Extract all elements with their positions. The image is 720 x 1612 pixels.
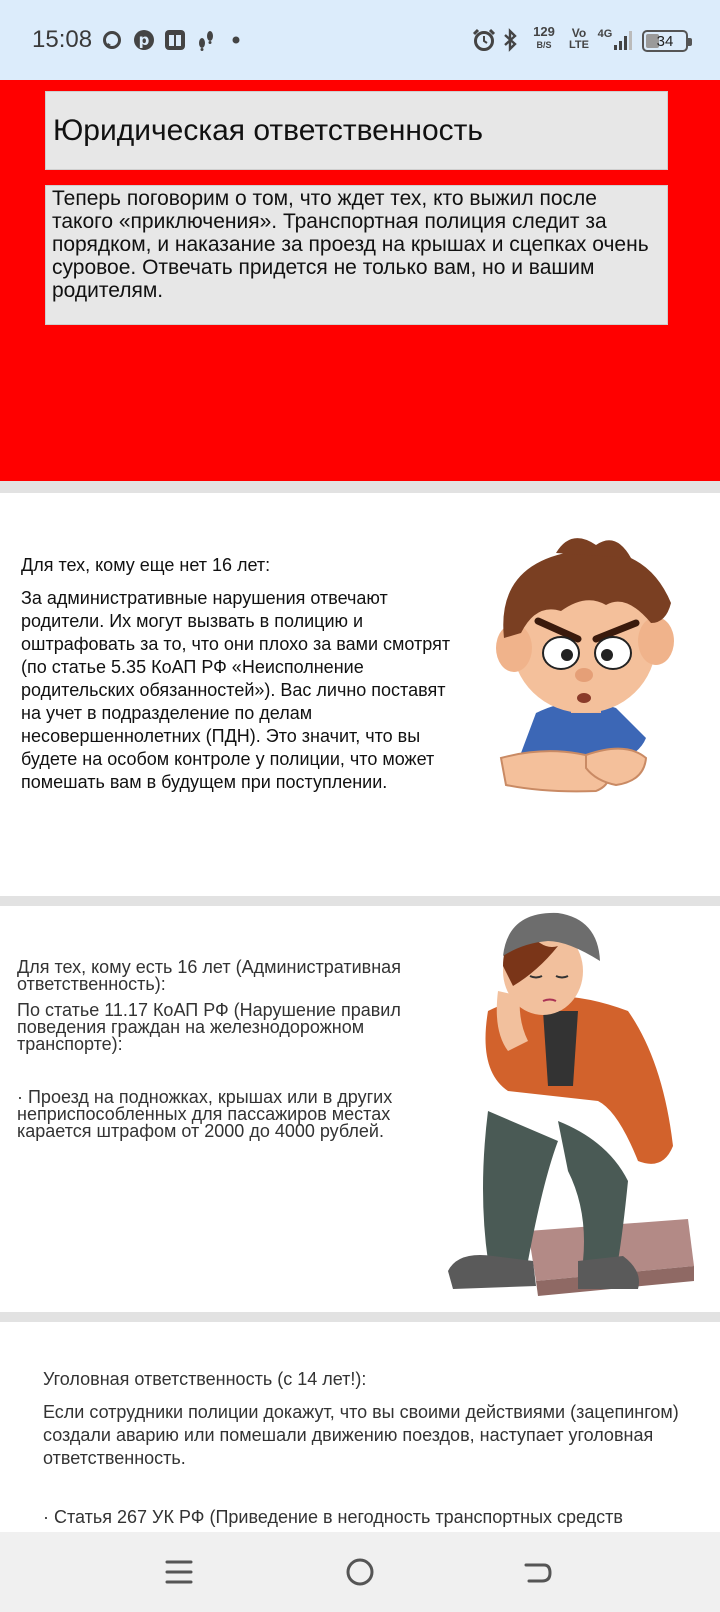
sad-teen-illustration	[448, 911, 712, 1311]
menu-icon[interactable]	[154, 1554, 204, 1590]
signal-icon	[613, 28, 633, 52]
angry-boy-illustration	[466, 523, 698, 813]
back-icon[interactable]	[514, 1554, 564, 1590]
pinterest-icon	[133, 28, 155, 52]
over-16-heading: Для тех, кому есть 16 лет (Административная ответственность):	[17, 957, 401, 994]
net-speed-unit: B/S	[536, 40, 552, 50]
footprints-icon	[196, 28, 216, 52]
volte-top: Vo	[571, 26, 587, 40]
chat-bubble-icon	[102, 28, 122, 52]
under-16-heading: Для тех, кому еще нет 16 лет:	[21, 555, 271, 575]
book-app-icon	[164, 28, 186, 52]
slide-16-plus	[0, 906, 720, 1312]
slide-criminal-responsibility	[0, 1322, 720, 1535]
dot-icon	[231, 28, 241, 52]
battery-icon	[642, 30, 688, 52]
article-267-bullet: · Статья 267 УК РФ (Приведение в негодность транспортных средств	[43, 1507, 623, 1527]
intro-box	[45, 185, 668, 325]
fine-bullet: · Проезд на подножках, крышах или в других неприспособленных для пассажиров местах карается штрафом от 2000 до 4000 рублей.	[17, 1087, 393, 1141]
under-16-body: За административные нарушения отвечают родители. Их могут вызвать в полицию и оштрафовать за то, что они плохо за вами смотрят (по статье 5.35 КоАП РФ «Неисполнение родительских обязанностей»). Вас лично поставят на учет в подразделение по делам несовершеннолетних (ПДН). Это значит, что вы будете на особом контроле у полиции, что может помешать вам в будущем при поступлении.	[21, 588, 451, 792]
volte-indicator	[566, 27, 592, 51]
bluetooth-icon	[501, 28, 519, 52]
network-type: 4G	[597, 28, 613, 40]
alarm-icon	[472, 28, 496, 52]
volte-bottom: LTE	[569, 39, 589, 51]
navigation-bar	[0, 1532, 720, 1612]
net-speed	[530, 26, 558, 51]
criminal-heading: Уголовная ответственность (с 14 лет!):	[43, 1369, 367, 1389]
law-11-17-text: По статье 11.17 КоАП РФ (Нарушение правил поведения граждан на железнодорожном транспорте):	[17, 1000, 401, 1054]
svg-text:p: p	[138, 31, 150, 49]
slide-title: Юридическая ответственность	[53, 114, 484, 147]
status-bar	[0, 0, 720, 80]
criminal-body: Если сотрудники полиции докажут, что вы своими действиями (зацепингом) создали аварию или помешали движению поездов, наступает уголовная ответственность.	[43, 1402, 679, 1468]
slide-title-box	[45, 91, 668, 170]
slide-under-16	[0, 493, 720, 896]
home-icon[interactable]	[335, 1554, 385, 1590]
battery-percent: 34	[656, 33, 674, 50]
net-speed-value: 129	[533, 24, 555, 39]
intro-text: Теперь поговорим о том, что ждет тех, кто выжил после такого «приключения». Транспортная полиция следит за порядком, и наказание за проезд на крышах и сцепках очень суровое. Отвечать придется не только вам, но и вашим родителям.	[52, 187, 649, 302]
slide-legal-responsibility	[0, 80, 720, 481]
battery-nub	[688, 38, 692, 46]
status-time: 15:08	[32, 26, 93, 53]
